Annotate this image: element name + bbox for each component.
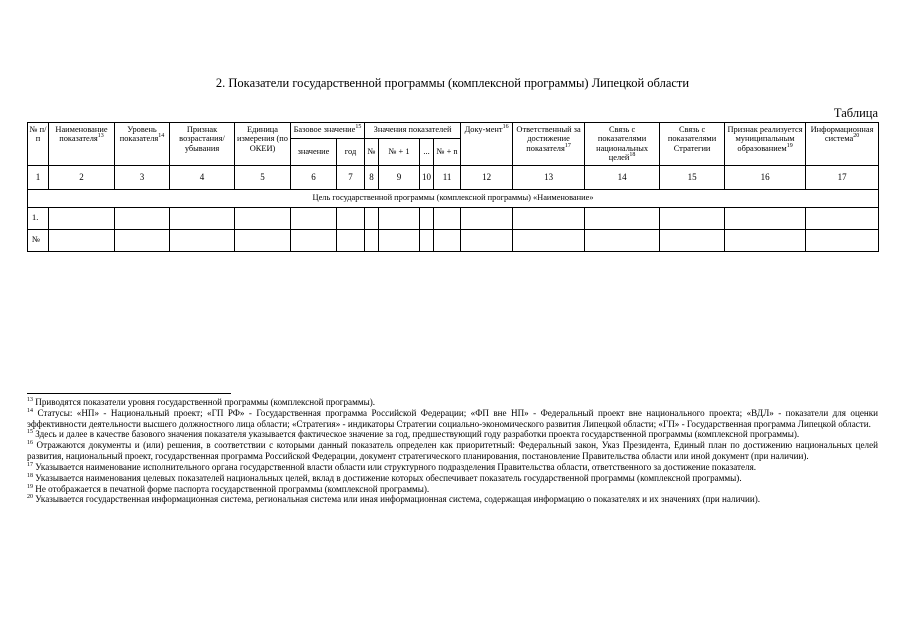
header-link-national: Связь с показателями национальных целей$^{18}$ <box>585 123 660 166</box>
column-number-row <box>28 165 879 189</box>
col-num: 8 <box>365 165 379 189</box>
header-no: № п/п <box>28 123 49 166</box>
col-num: 10 <box>420 165 434 189</box>
table-label: Таблица <box>833 106 878 120</box>
header-value-n: № <box>365 138 379 165</box>
footnotes <box>27 397 878 505</box>
footnote: $^{19}$ Не отображается в печатной форме паспорта государственной программы (комплексной программы). <box>27 483 430 494</box>
footnote: $^{17}$ Указывается наименование исполнительного органа государственной власти области или структурного подразделения Правительства области, ответственного за достижение показателя. <box>27 461 757 472</box>
col-num: 6 <box>291 165 337 189</box>
col-num: 16 <box>725 165 806 189</box>
footnote: $^{13}$ Приводятся показатели уровня государственной программы (комплексной программы). <box>27 396 376 407</box>
col-num: 7 <box>337 165 365 189</box>
footnote: $^{15}$ Здесь и далее в качестве базового значения показателя указывается фактическое значение за год, предшествующий году разработки проекта государственной программы (комплексной программы). <box>27 429 800 440</box>
header-responsible: Ответственный за достижение показателя$^{17}$ <box>513 123 585 166</box>
col-num: 2 <box>49 165 115 189</box>
footnote: $^{14}$ Статусы: «НП» - Национальный проект; «ГП РФ» - Государственная программа Российской Федерации; «ФП вне НП» - Федеральный проект вне национального проекта; «ВДЛ» - показатели для оценки эффективности деятельности высшего должностного лица области; «Стратегия» - индикаторы Стратегии социально-экономического развития Липецкой области; «ГП» - Государственная программа Липецкой области. <box>27 407 879 429</box>
header-document: Доку-мент$^{16}$ <box>461 123 513 166</box>
col-num: 11 <box>434 165 461 189</box>
col-num: 17 <box>806 165 879 189</box>
row-number: 1. <box>28 207 49 229</box>
document-title: 2. Показатели государственной программы (комплексной программы) Липецкой области <box>215 76 690 90</box>
goal-cell: Цель государственной программы (комплексной программы) «Наименование» <box>28 189 879 207</box>
col-num: 13 <box>513 165 585 189</box>
col-num: 9 <box>379 165 420 189</box>
header-value-nn: № + n <box>434 138 461 165</box>
header-values: Значения показателей <box>365 123 461 139</box>
header-base-value: значение <box>291 138 337 165</box>
header-unit: Единица измерения (по ОКЕИ) <box>235 123 291 166</box>
header-trend: Признак возрастания/убывания <box>170 123 235 166</box>
footnote: $^{18}$ Указывается наименования целевых показателей национальных целей, вклад в достижение которых обеспечивает показатель государственной программы (комплексной программы). <box>27 472 742 483</box>
header-name: Наименование показателя$^{13}$ <box>49 123 115 166</box>
header-base: Базовое значение$^{15}$ <box>291 123 365 139</box>
table-row <box>28 207 879 229</box>
header-municipal: Признак реализуется муниципальным образованием$^{19}$ <box>725 123 806 166</box>
table-row <box>28 229 879 251</box>
col-num: 1 <box>28 165 49 189</box>
header-row <box>28 123 879 139</box>
col-num: 15 <box>660 165 725 189</box>
footnote: $^{16}$ Отражаются документы и (или) решения, в соответствии с которыми данный показатель определен как приоритетный: Федеральный закон, Указ Президента, Единый план по достижению национальных целей развития, национальный проект, государственная программа Российской Федерации, документ стратегического планирования, постановление Правительства области или иной документ (при наличии). <box>27 440 878 462</box>
header-base-year: год <box>337 138 365 165</box>
col-num: 12 <box>461 165 513 189</box>
row-number: № <box>28 229 49 251</box>
footnote: $^{20}$ Указывается государственная информационная система, региональная система или иная информационная система, содержащая информацию о показателях и их значениях (при наличии). <box>27 494 761 505</box>
col-num: 4 <box>170 165 235 189</box>
header-info-system: Информационная система$^{20}$ <box>806 123 879 166</box>
goal-row <box>28 189 879 207</box>
header-value-dots: ... <box>420 138 434 165</box>
col-num: 3 <box>115 165 170 189</box>
footnote-divider <box>27 393 231 394</box>
col-num: 14 <box>585 165 660 189</box>
header-value-n1: № + 1 <box>379 138 420 165</box>
header-level: Уровень показателя$^{14}$ <box>115 123 170 166</box>
indicators-table <box>27 122 879 252</box>
col-num: 5 <box>235 165 291 189</box>
header-link-strategy: Связь с показателями Стратегии <box>660 123 725 166</box>
